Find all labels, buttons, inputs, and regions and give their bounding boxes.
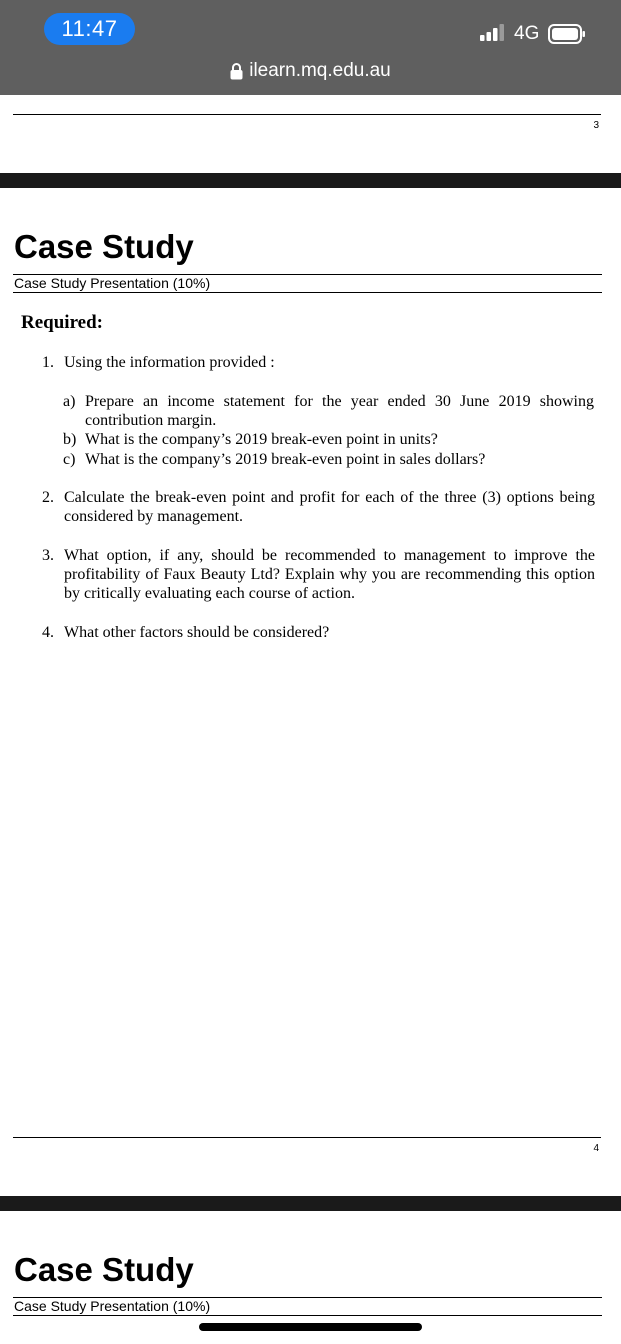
sub-question-text: What is the company’s 2019 break-even point in units? (85, 431, 438, 448)
page-subtitle: Case Study Presentation (10%) (13, 1297, 602, 1316)
page-subtitle: Case Study Presentation (10%) (13, 274, 602, 293)
sub-question-label: a) (63, 393, 76, 410)
battery-icon (548, 24, 586, 44)
network-type-label: 4G (514, 23, 540, 44)
question-number: 3. (42, 547, 54, 564)
sub-question-label: b) (63, 431, 77, 448)
sub-question-text: Prepare an income statement for the year ended 30 June 2019 showing contribution margin. (85, 393, 594, 429)
sub-question-label: c) (63, 451, 76, 468)
home-indicator[interactable] (199, 1323, 422, 1331)
address-bar[interactable] (0, 58, 621, 84)
question-text: Using the information provided : (64, 354, 275, 371)
browser-status-bar (0, 0, 621, 95)
question-number: 4. (42, 624, 54, 641)
lock-icon (230, 62, 243, 80)
page-number: 3 (593, 120, 599, 131)
sub-question-text: What is the company’s 2019 break-even point in sales dollars? (85, 451, 486, 468)
required-heading: Required: (21, 312, 103, 333)
question-number: 1. (42, 354, 54, 371)
status-time[interactable]: 11:47 (44, 13, 135, 45)
page-title: Case Study (14, 1251, 194, 1288)
question-text: What option, if any, should be recommended to management to improve the profitability of Faux Beauty Ltd? Explain why you are recommending this option by critically evaluating each course of action. (64, 547, 595, 602)
question-text: What other factors should be considered? (64, 624, 330, 641)
page-separator (0, 173, 621, 188)
url-text: ilearn.mq.edu.au (249, 60, 391, 81)
page-separator (0, 1196, 621, 1211)
signal-strength-icon (480, 22, 508, 42)
page-title: Case Study (14, 228, 194, 265)
page-footer-rule (13, 1137, 601, 1138)
question-text: Calculate the break-even point and profit for each of the three (3) options being considered by management. (64, 489, 595, 525)
page-number: 4 (593, 1143, 599, 1154)
page-footer-rule (13, 114, 601, 115)
question-number: 2. (42, 489, 54, 506)
